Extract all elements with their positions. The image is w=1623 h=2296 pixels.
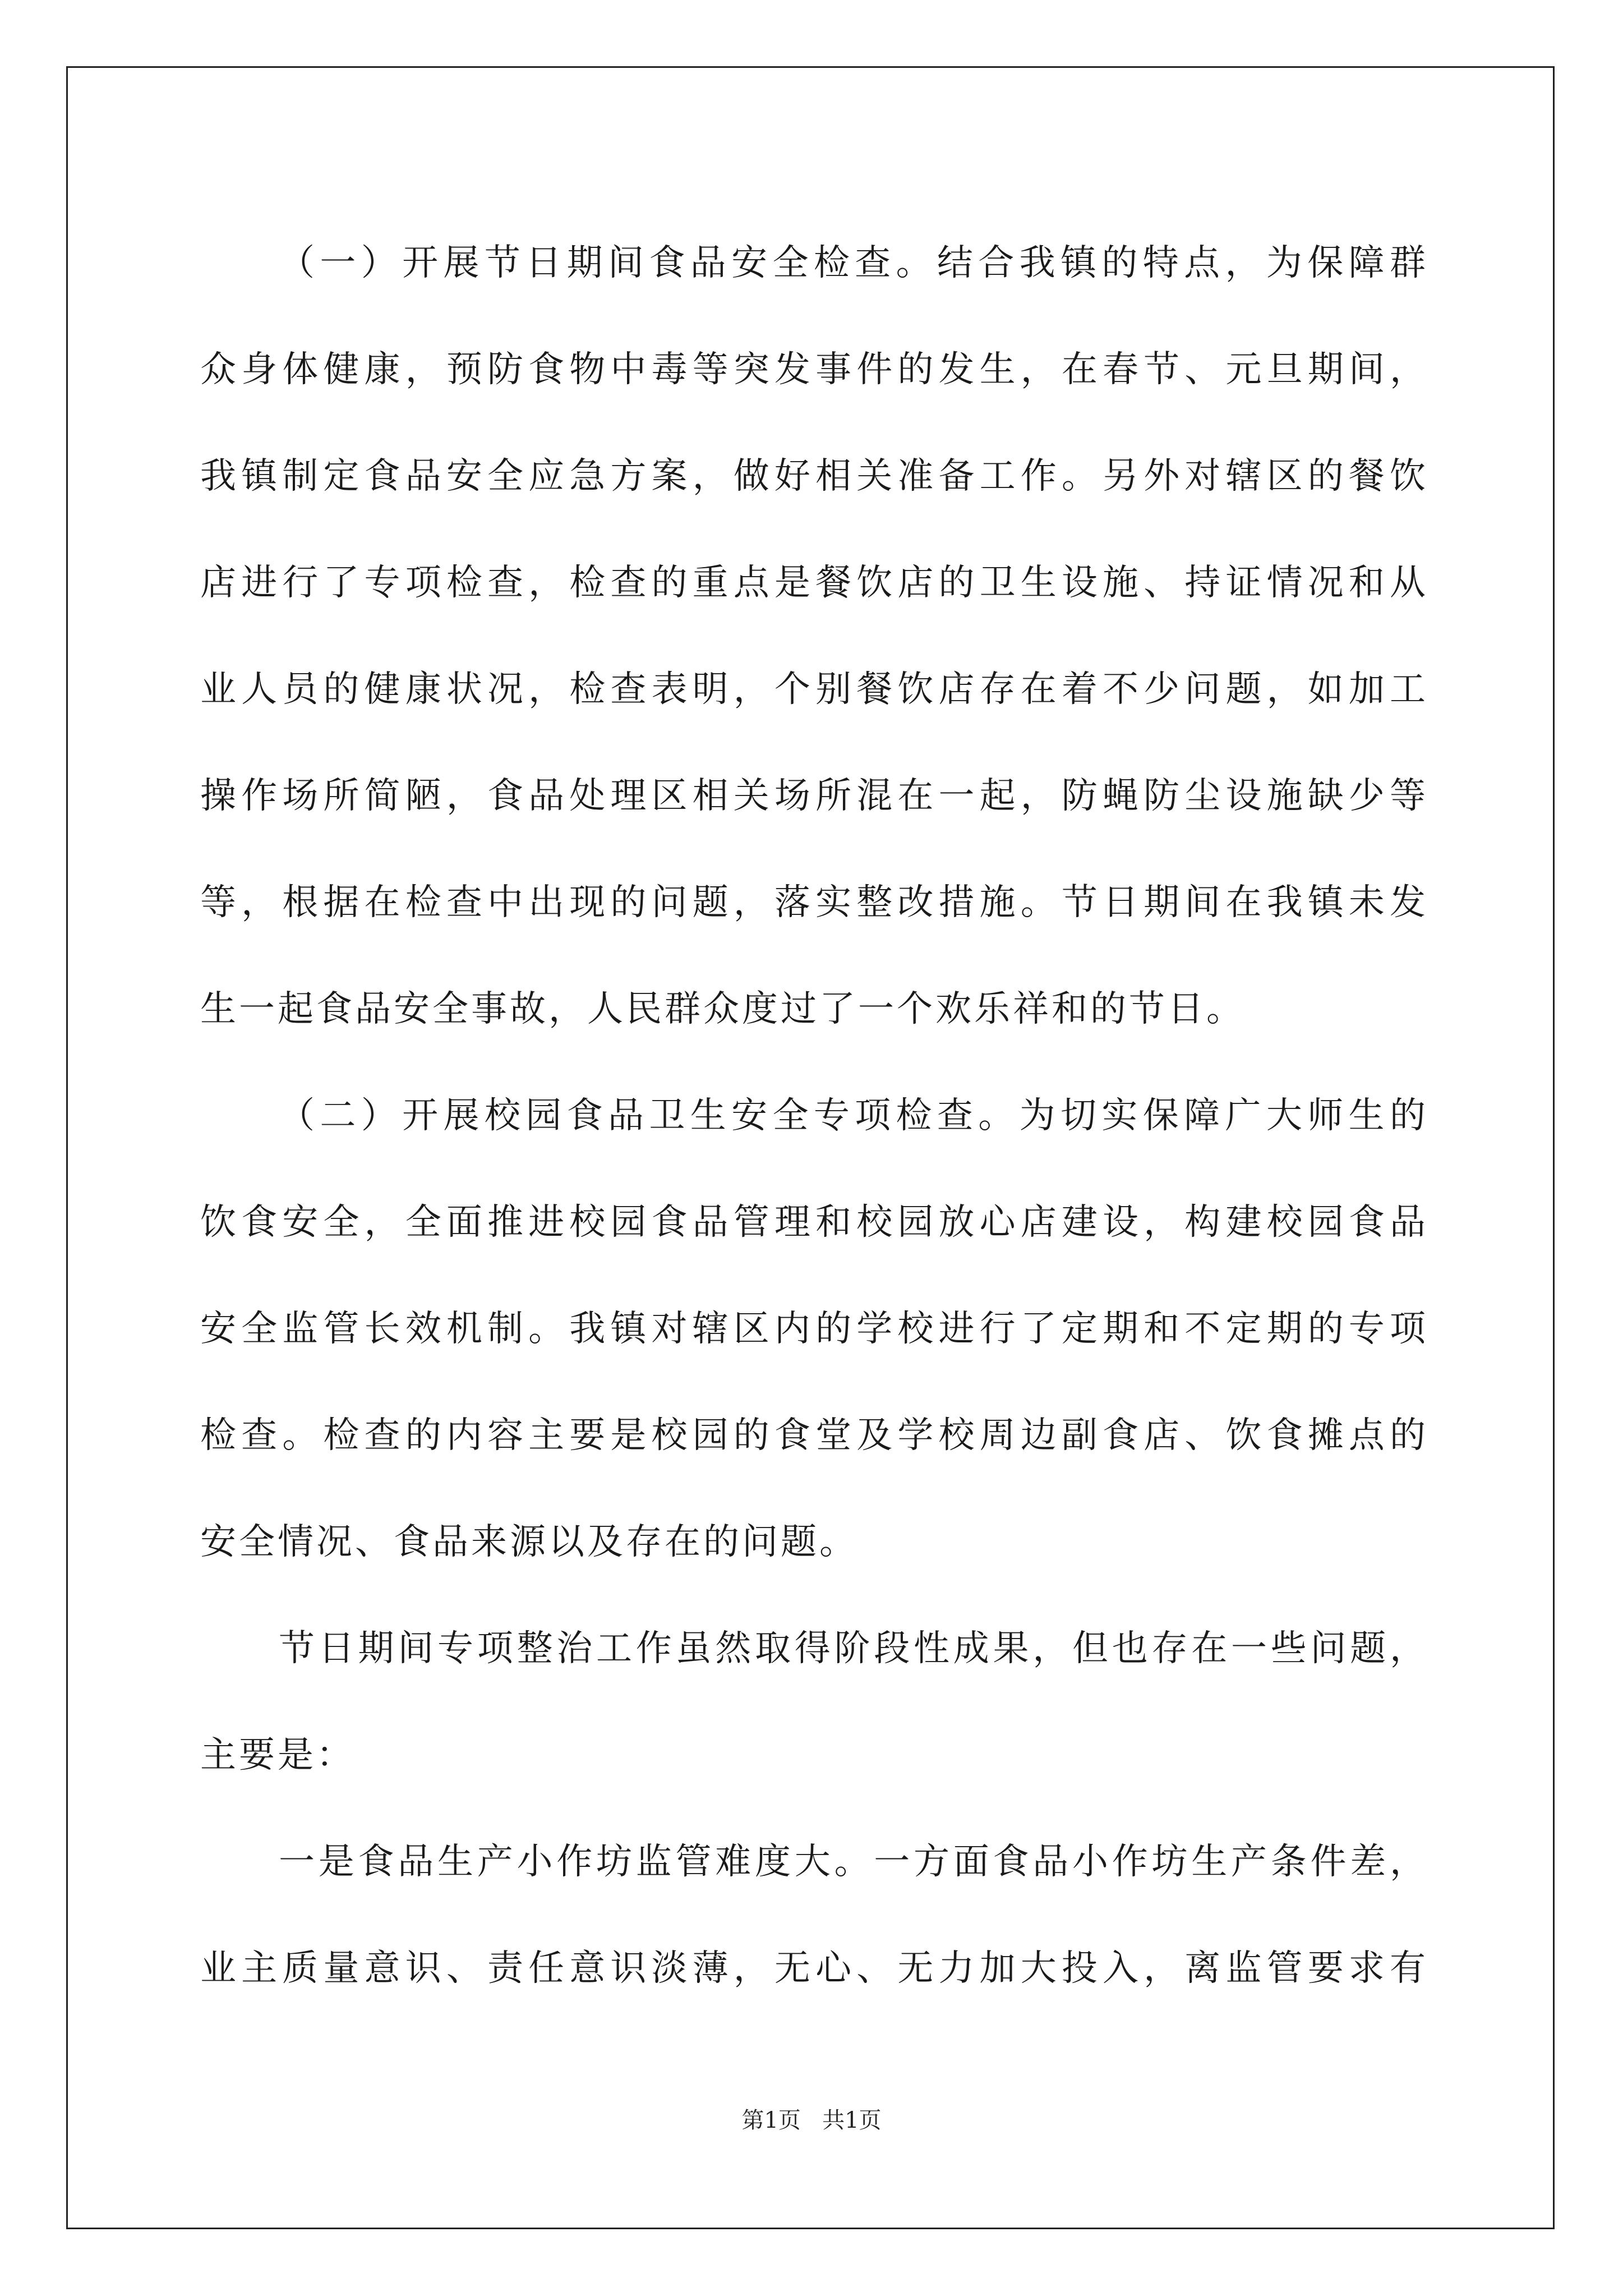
text-line-3: 我镇制定食品安全应急方案，做好相关准备工作。另外对辖区的餐饮 (200, 455, 1428, 497)
text-line-13: 安全情况、食品来源以及存在的问题。 (200, 1521, 858, 1563)
text-line-16: 一是食品生产小作坊监管难度大。一方面食品小作坊生产条件差， (279, 1841, 1428, 1883)
document-body (200, 210, 1428, 2022)
text-line-11: 安全监管长效机制。我镇对辖区内的学校进行了定期和不定期的专项 (200, 1308, 1428, 1350)
text-line-17: 业主质量意识、责任意识淡薄，无心、无力加大投入，离监管要求有 (200, 1948, 1428, 1989)
text-line-6: 操作场所简陋，食品处理区相关场所混在一起，防蝇防尘设施缺少等 (200, 775, 1428, 817)
text-line-10: 饮食安全，全面推进校园食品管理和校园放心店建设，构建校园食品 (200, 1202, 1428, 1243)
text-line-15: 主要是： (200, 1734, 355, 1776)
text-line-7: 等，根据在检查中出现的问题，落实整改措施。节日期间在我镇未发 (200, 882, 1428, 923)
page-number-total: 共1页 (822, 2108, 882, 2133)
text-line-2: 众身体健康，预防食物中毒等突发事件的发生，在春节、元旦期间， (200, 349, 1428, 390)
page-footer (0, 2102, 1623, 2134)
page-number-current: 第1页 (741, 2108, 801, 2133)
text-line-14: 节日期间专项整治工作虽然取得阶段性成果，但也存在一些问题， (279, 1628, 1428, 1669)
text-line-8: 生一起食品安全事故，人民群众度过了一个欢乐祥和的节日。 (200, 988, 1245, 1030)
text-line-5: 业人员的健康状况，检查表明，个别餐饮店存在着不少问题，如加工 (200, 669, 1428, 710)
text-line-1: （一）开展节日期间食品安全检查。结合我镇的特点，为保障群 (279, 242, 1428, 284)
text-line-4: 店进行了专项检查，检查的重点是餐饮店的卫生设施、持证情况和从 (200, 562, 1428, 604)
text-line-12: 检查。检查的内容主要是校园的食堂及学校周边副食店、饮食摊点的 (200, 1415, 1428, 1456)
text-line-9: （二）开展校园食品卫生安全专项检查。为切实保障广大师生的 (279, 1095, 1428, 1137)
